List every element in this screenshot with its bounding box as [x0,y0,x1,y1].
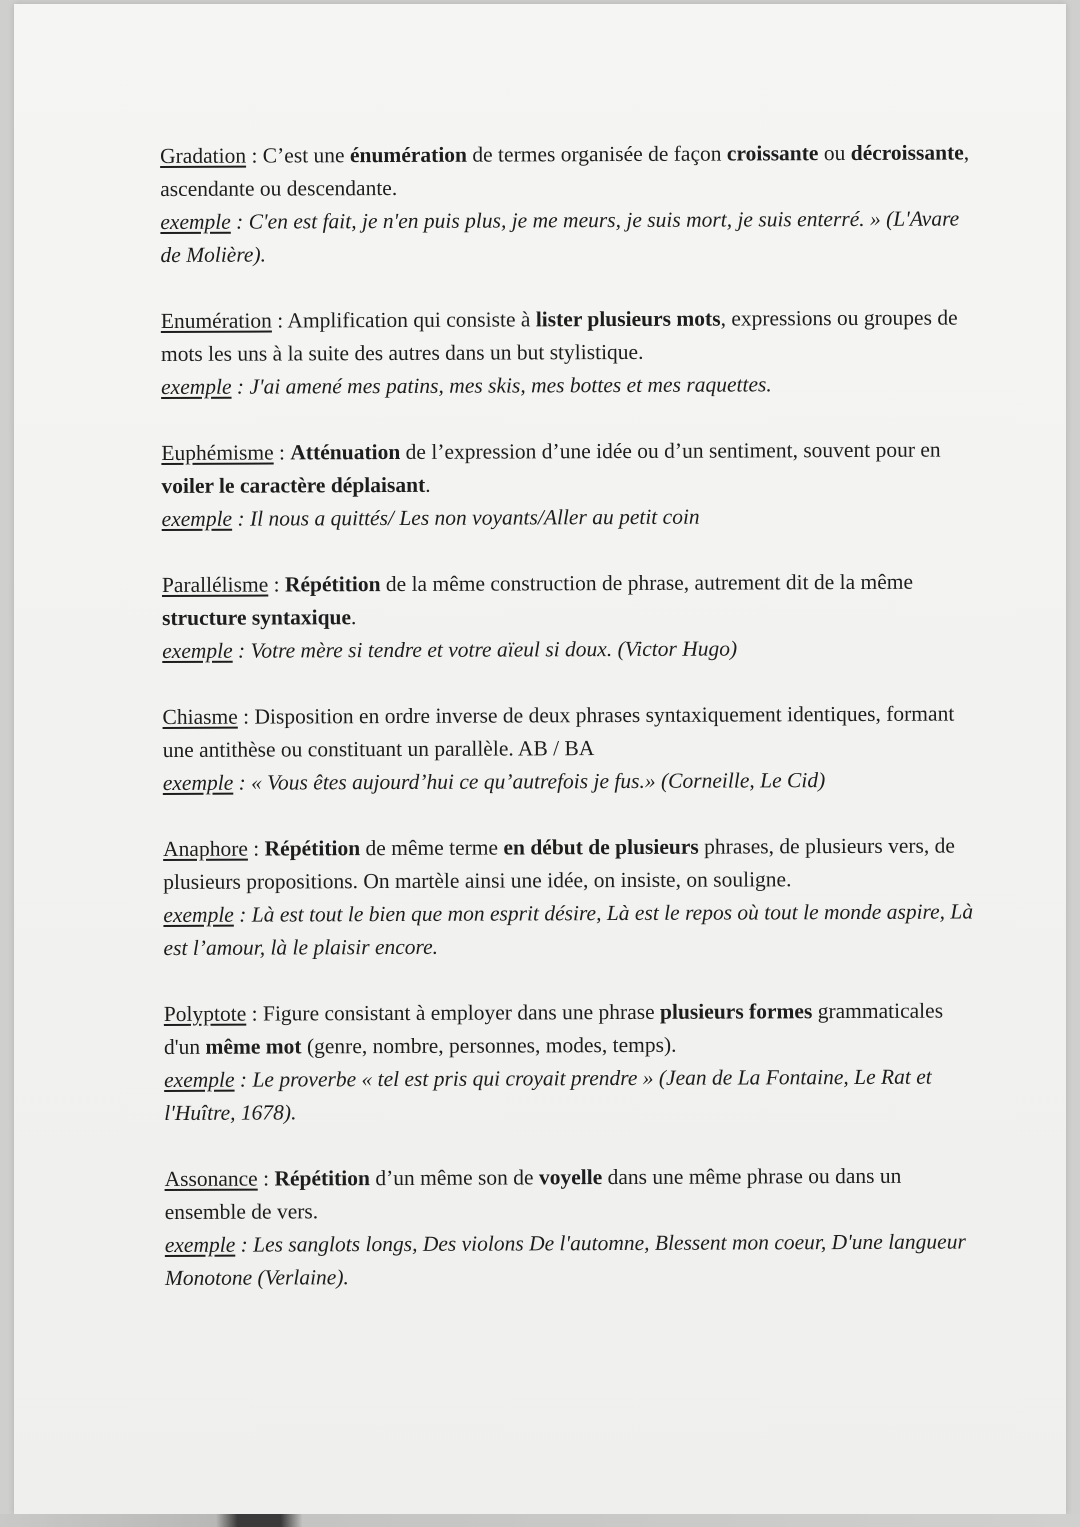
definition-text [161,433,971,503]
definition-entry [164,1159,975,1295]
definition-segment: de termes organisée de façon [466,141,727,167]
example-text: : Là est tout le bien que mon esprit désire, Là est le repos où tout le monde aspire, Là est l’amour, là le plaisir encore. [163,899,974,960]
definition-segment: . [350,605,357,630]
example-label: exemple [163,902,234,927]
definition-text [164,1159,974,1229]
definition-segment: , ascendante ou descendante. [160,140,970,201]
example-text: : Le proverbe « tel est pris qui croyait prendre » (Jean de La Fontaine, Le Rat et l'Huître, 1678). [164,1064,932,1125]
definition-segment: d’un même son de [369,1165,539,1191]
paper-sheet [14,4,1066,1514]
definition-segment: de même terme [360,835,504,861]
definition-segment: : Disposition en ordre inverse de deux phrases syntaxiquement identiques, formant une antithèse ou constituant un parallèle. AB / BA [162,701,955,762]
example-text: : Les sanglots longs, Des violons De l'automne, Blessent mon coeur, D'une langueur Monotone (Verlaine). [164,1229,966,1290]
definition-segment: grammaticales d'un [163,998,944,1059]
example-label: exemple [162,638,233,663]
term-title: Anaphore [163,836,248,861]
definition-text [164,994,974,1064]
emphasis-text: en début de plusieurs [503,834,699,860]
definition-text [163,829,973,899]
definition-segment: . [425,472,431,497]
definition-segment: de l’expression d’une idée ou d’un sentiment, souvent pour en [400,437,941,464]
emphasis-text: lister plusieurs mots [535,306,721,332]
emphasis-text: décroissante [850,140,964,165]
term-title: Polyptote [163,1001,247,1026]
emphasis-text: Répétition [274,1166,371,1191]
scan-edge [0,1514,1080,1527]
definition-text [160,136,970,206]
example-label: exemple [162,770,234,795]
emphasis-text: énumération [349,142,468,168]
example-text: : « Vous êtes aujourd’hui ce qu’autrefois je fus.» (Corneille, Le Cid) [233,768,826,795]
definition-segment: : [247,836,265,861]
definition-entry [160,136,971,272]
emphasis-text: voiler le caractère déplaisant [161,472,426,498]
example-label: exemple [164,1067,235,1092]
definition-entry [164,994,975,1130]
definition-segment: de la même construction de phrase, autrement dit de la même [380,569,914,597]
emphasis-text: Répétition [264,836,361,861]
definition-segment: ou [818,140,851,166]
definition-segment: : [257,1166,275,1191]
example-text: : Il nous a quittés/ Les non voyants/Aller au petit coin [232,504,700,531]
emphasis-text: Répétition [284,572,381,597]
example-line [162,499,972,536]
definition-segment: phrases, de plusieurs vers, de plusieurs propositions. On martèle ainsi une idée, on insiste, on souligne. [163,833,955,894]
term-title: Chiasme [162,704,238,729]
definition-entry [163,829,974,965]
emphasis-text: croissante [726,141,819,166]
example-line [163,763,973,800]
term-title: Gradation [160,143,247,168]
definition-text [162,565,972,635]
definition-segment: (genre, nombre, personnes, modes, temps). [301,1032,677,1059]
definition-entry [162,565,972,668]
definition-entry [162,697,972,800]
definition-text [161,301,971,371]
term-title: Enumération [160,308,272,333]
definition-segment: dans une même phrase ou dans un ensemble de vers. [164,1163,902,1224]
example-line [160,202,970,272]
emphasis-text: structure syntaxique [162,605,352,630]
definition-text [162,697,972,767]
example-line [162,631,972,668]
example-label: exemple [164,1232,236,1257]
definition-entry [161,301,971,404]
example-line [163,895,973,965]
emphasis-text: même mot [205,1034,302,1059]
example-label: exemple [161,374,232,399]
definition-segment: : Figure consistant à employer dans une phrase [246,999,661,1026]
example-line [164,1060,974,1130]
example-line [165,1225,975,1295]
definition-entry [161,433,971,536]
example-label: exemple [161,506,233,531]
definition-segment: : C’est une [245,143,350,168]
emphasis-text: voyelle [538,1165,603,1190]
definition-segment: : Amplification qui consiste à [271,307,536,333]
example-text: : C'en est fait, je n'en puis plus, je me meurs, je suis mort, je suis enterré. » (L'Avare de Molière). [160,206,960,267]
term-title: Assonance [164,1166,258,1191]
definition-segment: : [273,440,291,465]
term-title: Parallélisme [161,572,269,597]
definition-segment: , expressions ou groupes de mots les uns à la suite des autres dans un but stylistique. [160,305,958,366]
emphasis-text: plusieurs formes [659,999,813,1024]
example-label: exemple [160,209,231,234]
definition-segment: : [268,572,286,597]
emphasis-text: Atténuation [290,439,401,465]
document-body [160,136,975,1328]
example-text: : Votre mère si tendre et votre aïeul si doux. (Victor Hugo) [232,636,738,663]
term-title: Euphémisme [161,440,274,465]
example-line [161,367,971,404]
example-text: : J'ai amené mes patins, mes skis, mes bottes et mes raquettes. [231,372,772,399]
